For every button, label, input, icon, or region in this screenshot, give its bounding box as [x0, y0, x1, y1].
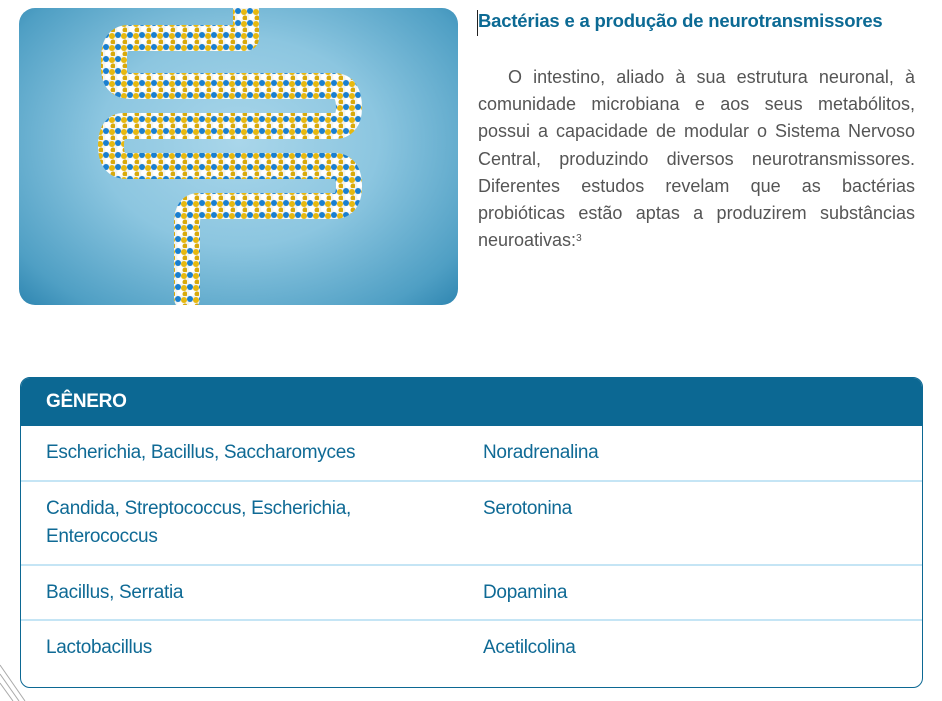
cell-genus: Bacillus, Serratia: [46, 582, 184, 603]
table-row: [21, 621, 922, 687]
cell-neurotransmitter: Serotonina: [483, 498, 572, 519]
decorative-lines: [0, 660, 40, 701]
genus-neurotransmitter-table: [20, 377, 923, 688]
table-header: [21, 378, 922, 426]
article-title: Bactérias e a produção de neurotransmissores: [478, 10, 883, 31]
paragraph-text: O intestino, aliado à sua estrutura neuronal, à comunidade microbiana e aos seus metabólitos, possui a capacidade de modular o Sistema Nervoso Central, produzindo diversos neurotransmissores. Diferentes estudos revelam que as bactérias probióticas estão aptas a produzirem substâncias neuroativas:: [478, 67, 915, 251]
article-paragraph: [478, 64, 915, 254]
intestine-graphic: [19, 8, 458, 305]
cell-neurotransmitter: Dopamina: [483, 582, 568, 603]
footnote-ref[interactable]: 3: [576, 233, 582, 245]
table-row: [21, 566, 922, 621]
intestine-illustration: [19, 8, 458, 305]
cell-genus: Candida, Streptococcus, Escherichia, Enterococcus: [46, 498, 351, 547]
cell-neurotransmitter: Acetilcolina: [483, 637, 576, 658]
table-row: [21, 482, 922, 566]
cell-genus: Escherichia, Bacillus, Saccharomyces: [46, 442, 356, 463]
header-genus: GÊNERO: [46, 391, 127, 412]
table-row: [21, 426, 922, 482]
cell-genus: Lactobacillus: [46, 637, 152, 658]
cell-neurotransmitter: Noradrenalina: [483, 442, 599, 463]
